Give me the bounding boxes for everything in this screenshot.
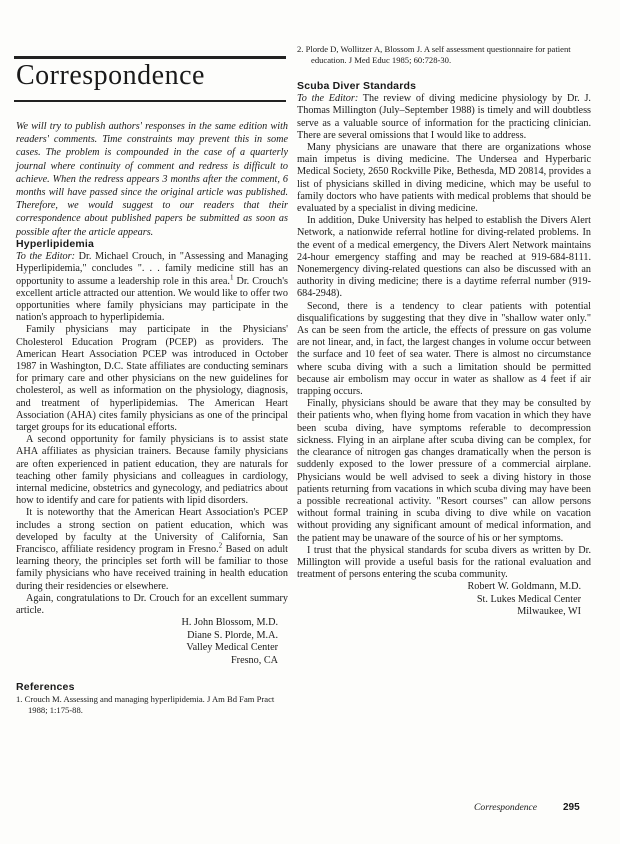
editorial-intro: We will try to publish authors' responses in the same edition with readers' comments. Time constraints may prevent this in some cases. The problem is compounded in the case of a quarterly journal where continuity of comment and redress is difficult to achieve. When the redress appears 3 months after the comment, 6 months will have passed since the original article was published. Therefore, we would suggest to our readers that their correspondence about published papers be submitted as soon as possible after the article appears. — [16, 121, 288, 238]
paragraph: I trust that the physical standards for scuba divers as written by Dr. Millington will provide a useful basis for the rational evaluation and treatment of persons entering the scuba community. — [297, 544, 591, 581]
signature-line: St. Lukes Medical Center — [476, 593, 581, 605]
signature-line: Milwaukee, WI — [517, 606, 581, 618]
paragraph: In addition, Duke University has helped to establish the Divers Alert Network, a nationwide referral hotline for diving-related problems. In the event of a medical emergency, the Divers Alert Network maintains 24-hour emergency staffing and may be reached at 919-684-8111. Nonemergency diving-related questions can also be discussed with an authority in diving medicine; there is a daytime referral number (919-684-2948). — [297, 215, 591, 300]
signature-line: H. John Blossom, M.D. — [181, 617, 278, 629]
signature-block — [297, 581, 591, 618]
text: Dr. Crouch's excellent article attracted our attention. We would like to offer two opportunities where family physicians may participate in the nation's approach to hyperlipidemia. — [16, 275, 289, 324]
reference-2: 2. Plorde D, Wollitzer A, Blossom J. A self assessment questionnaire for patient education. J Med Educ 1985; 60:728-30. — [297, 44, 571, 65]
editor-label: To the Editor: — [297, 93, 359, 105]
paragraph — [16, 251, 288, 324]
text: The review of diving medicine physiology by Dr. J. Thomas Millington (July–September 1988) is timely and will doubtless serve as a valuable source of information for the practicing clinician. There are several omissions that I would like to address. — [297, 93, 591, 141]
citation-sup: 2 — [218, 541, 223, 550]
text: Dr. Michael Crouch, in "Assessing and Managing Hyperlipidemia," concludes ". . . family medicine still has an opportunity to assume a leadership role in this area. — [16, 251, 288, 287]
page-title: Correspondence — [16, 60, 205, 91]
references — [16, 681, 288, 715]
page-number: 295 — [563, 802, 580, 813]
letter-hyperlipidemia — [16, 238, 288, 715]
letter-scuba — [297, 80, 591, 619]
paragraph: Family physicians may participate in the Physicians' Cholesterol Education Program (PCEP) as providers. The American Heart Association PCEP was introduced in October 1987 in Washington, D.C. State affiliates are conducting seminars for primary care and other physicians on the new guidelines for cholesterol, as well as information on the physiology, diagnosis, and treatment of hyperlipidemias. The American Heart Association (AHA) cites family physicians as one of the principal target groups for its educational efforts. — [16, 324, 288, 434]
citation-sup: 1 — [229, 273, 234, 282]
paragraph: Finally, physicians should be aware that they may be consulted by their patients who, when flying home from vacation in which they have been scuba diving, have symptoms referable to decompression sickness. Flying in an airplane after scuba diving can be complex, for the clearance of nitrogen gas changes dramatically when the person is suddenly exposed to the lower pressure of a commercial airplane. Physicians would be well advised to seek a diving history in those patients returning from vacations in which scuba diving may have been a possible recreational activity. "Resort courses" can allow persons without formal training in scuba diving to dive while on vacation without providing any significant amount of medical information, and the patient may be unaware of the source of his or her symptoms. — [297, 398, 591, 544]
title-rule-bottom — [14, 100, 286, 102]
paragraph — [297, 93, 591, 142]
references-heading: References — [16, 680, 75, 693]
paragraph — [16, 507, 288, 592]
signature-line: Robert W. Goldmann, M.D. — [467, 581, 581, 593]
title-rule-top — [14, 56, 286, 59]
letter-heading: Scuba Diver Standards — [297, 80, 417, 92]
text: Based on adult learning theory, the principles set forth will be familiar to those family physicians who have received training in health education during their residencies or elsewhere. — [16, 544, 289, 592]
reference-1: 1. Crouch M. Assessing and managing hyperlipidemia. J Am Bd Fam Pract 1988; 1:175-88. — [16, 694, 275, 715]
letter-heading: Hyperlipidemia — [16, 238, 95, 250]
paragraph: Again, congratulations to Dr. Crouch for an excellent summary article. — [16, 592, 288, 617]
editor-label: To the Editor: — [16, 251, 75, 263]
text: It is noteworthy that the American Heart Association's PCEP includes a strong section on patient education, which was developed by faculty at the University of California, San Francisco, affiliate residency program in Fresno. — [16, 507, 288, 556]
signature-block — [16, 617, 288, 667]
signature-line: Diane S. Plorde, M.A. — [187, 629, 278, 641]
paragraph: A second opportunity for family physicians is to assist state AHA affiliates as physician trainers. Because family physicians are often experienced in patient education, they are naturals for teaching other family physicians and colleagues in cardiology, internal medicine, obstetrics and gynecology, and pediatrics about how to identify and care for patients with lipid disorders. — [16, 434, 288, 507]
signature-line: Valley Medical Center — [186, 642, 278, 654]
footer-section-label: Correspondence — [474, 802, 538, 813]
signature-line: Fresno, CA — [231, 654, 278, 666]
paragraph: Many physicians are unaware that there are organizations whose main impetus is diving medicine. The Undersea and Hyperbaric Medical Society, 2650 Rockville Pike, Bethesda, MD 20814, provides a list of physicians skilled in diving medicine, which may be useful to family doctors who have patients with medical problems that should be evaluated by a specialist in diving medicine. — [297, 142, 591, 215]
paragraph: Second, there is a tendency to clear patients with potential disqualifications by suggesting that they dive in "shallow water only." As can be seen from the article, the effects of pressure on gas volume are not linear, and, in fact, the largest changes in volume occur between the surface and 10 feet of sea water. There is almost no circumstance where scuba diving with a such a limitation should be permitted because air embolism may occur in water as shallow as 4 feet if air trapping occurs. — [297, 300, 591, 398]
